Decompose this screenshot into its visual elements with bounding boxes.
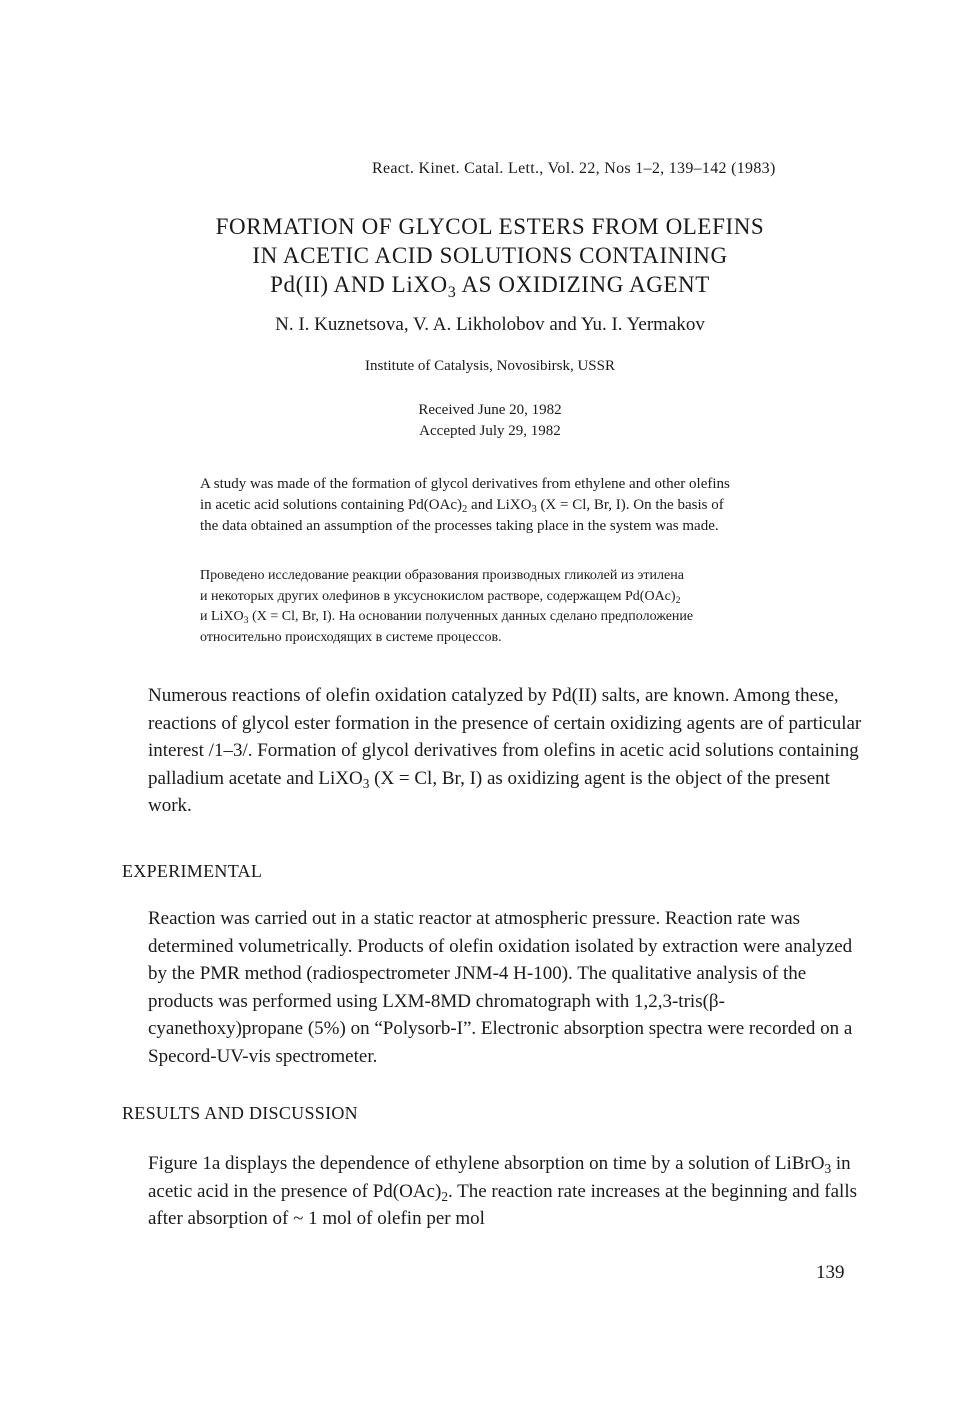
accepted-date: Accepted July 29, 1982 xyxy=(419,423,561,439)
abstract-english: A study was made of the formation of glycol derivatives from ethylene and other olefins in acetic acid solutions containing $Pd(OAc)_2$ and LiXO$_3$ (X = Cl, Br, I). On the basis of the data obtained an assumption of the processes taking place in the system was made. xyxy=(200,476,730,534)
page-number: 139 xyxy=(816,1262,845,1283)
title-line-2: IN ACETIC ACID SOLUTIONS CONTAINING xyxy=(252,243,728,268)
paper-title xyxy=(150,212,830,299)
results-paragraph: Figure 1a displays the dependence of ethylene absorption on time by a solution of LiBrO$_3$ in acetic acid in the presence of $Pd(OAc)_2$. The reaction rate increases at the beginning and falls after absorption of ~ 1 mol of olefin per mol xyxy=(148,1153,858,1229)
section-heading-results: RESULTS AND DISCUSSION xyxy=(122,1103,358,1123)
title-line-1: FORMATION OF GLYCOL ESTERS FROM OLEFINS xyxy=(215,214,765,239)
affiliation: Institute of Catalysis, Novosibirsk, USSR xyxy=(364,358,615,374)
submission-dates xyxy=(150,400,830,442)
experimental-paragraph: Reaction was carried out in a static reactor at atmospheric pressure. Reaction rate was determined volumetrically. Products of olefin oxidation isolated by extraction were analyzed by the PMR method (radiospectrometer JNM-4 H-100). The qualitative analysis of the products was performed using LXM-8MD chromatograph with 1,2,3-tris(β-cyanethoxy)propane (5%) on “Polysorb-I”. Electronic absorption spectra were recorded on a Specord-UV-vis spectrometer. xyxy=(148,908,853,1067)
intro-paragraph: Numerous reactions of olefin oxidation catalyzed by Pd(II) salts, are known. Among these, reactions of glycol ester formation in the presence of certain oxidizing agents are of particular interest /1–3/. Formation of glycol derivatives from olefins in acetic acid solutions containing palladium acetate and LiXO$_3$ (X = Cl, Br, I) as oxidizing agent is the object of the present work. xyxy=(148,685,862,816)
author-list: N. I. Kuznetsova, V. A. Likholobov and Yu. I. Yermakov xyxy=(275,314,705,335)
received-date: Received June 20, 1982 xyxy=(418,402,562,418)
title-line-3: Pd(II) AND LiXO$_3$ AS OXIDIZING AGENT xyxy=(270,272,710,301)
journal-citation: React. Kinet. Catal. Lett., Vol. 22, Nos 1–2, 139–142 (1983) xyxy=(372,160,776,177)
abstract-russian: Проведено исследование реакции образования производных гликолей из этилена и некоторых других олефинов в уксуснокислом растворе, содержащем $Pd(OAc)_2$ и LiXO$_3$ (X = Cl, Br, I). На основании полученных данных сделано предположение относительно происходящих в системе процессов. xyxy=(200,568,694,645)
section-heading-experimental: EXPERIMENTAL xyxy=(122,861,263,881)
